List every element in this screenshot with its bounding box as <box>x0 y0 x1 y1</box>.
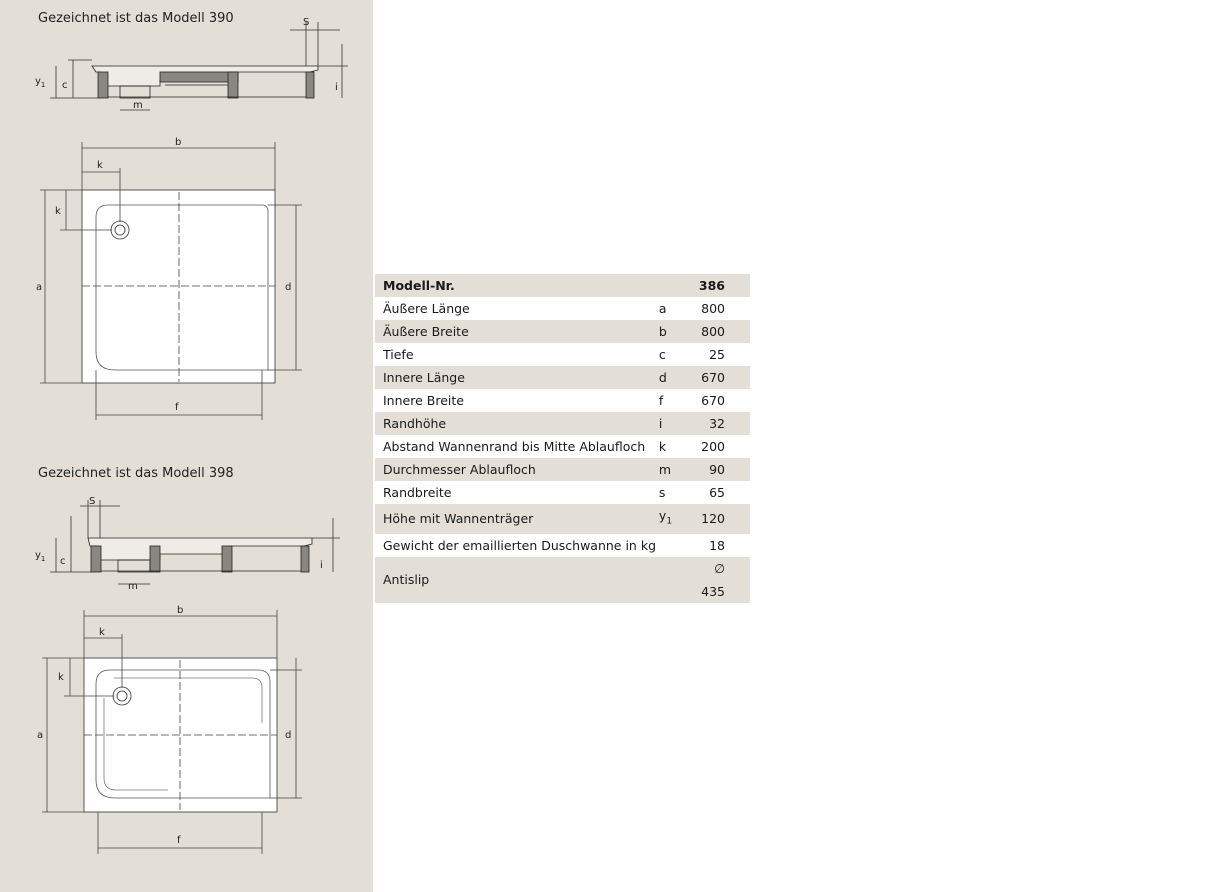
dim-b-398: b <box>177 605 184 616</box>
row-label: Antislip <box>375 557 659 603</box>
row-symbol: f <box>659 389 699 412</box>
row-label: Randbreite <box>375 481 659 504</box>
dim-f-390: f <box>175 402 179 413</box>
dim-y1-subscript: 1 <box>40 81 46 89</box>
table-row <box>375 320 750 343</box>
section-drawing-398 <box>0 488 373 598</box>
dim-m-398: m <box>128 581 138 592</box>
row-label: Innere Breite <box>375 389 659 412</box>
row-value: 670 <box>699 366 750 389</box>
row-symbol: a <box>659 297 699 320</box>
header-symbol <box>659 274 699 297</box>
plan-drawing-390 <box>0 130 373 430</box>
row-symbol: s <box>659 481 699 504</box>
dim-b-390: b <box>175 137 182 148</box>
row-symbol: k <box>659 435 699 458</box>
row-symbol: d <box>659 366 699 389</box>
dim-i-398: i <box>320 560 323 571</box>
row-value: 65 <box>699 481 750 504</box>
dim-k-side-398: k <box>58 672 64 683</box>
caption-model-398: Gezeichnet ist das Modell 398 <box>38 466 234 481</box>
table-row <box>375 481 750 504</box>
row-value: 32 <box>699 412 750 435</box>
row-value: 25 <box>699 343 750 366</box>
row-label: Randhöhe <box>375 412 659 435</box>
table-row <box>375 534 750 557</box>
caption-model-390: Gezeichnet ist das Modell 390 <box>38 11 234 26</box>
dim-s-390: S <box>303 17 310 28</box>
table-row <box>375 504 750 534</box>
dim-a-398: a <box>37 730 44 741</box>
drawing-panel <box>0 0 373 892</box>
row-value: 200 <box>699 435 750 458</box>
dim-k-top-398: k <box>99 627 105 638</box>
dim-m-390: m <box>133 100 143 111</box>
row-symbol: m <box>659 458 699 481</box>
row-value: 120 <box>699 504 750 534</box>
table-row <box>375 458 750 481</box>
row-symbol: c <box>659 343 699 366</box>
row-label: Äußere Länge <box>375 297 659 320</box>
table-row <box>375 343 750 366</box>
row-symbol <box>659 557 699 603</box>
row-value: 670 <box>699 389 750 412</box>
row-label: Innere Länge <box>375 366 659 389</box>
header-model-number: 386 <box>699 274 750 297</box>
dim-i-390: i <box>335 82 338 93</box>
dim-y1-398: $y_1$ <box>35 550 46 563</box>
row-value: 18 <box>699 534 750 557</box>
row-symbol: b <box>659 320 699 343</box>
section-drawing-390 <box>0 0 373 130</box>
spec-table <box>375 274 750 603</box>
table-row <box>375 297 750 320</box>
dim-s-398: S <box>89 496 96 507</box>
dim-d-398: d <box>285 730 292 741</box>
row-value: 800 <box>699 320 750 343</box>
row-symbol <box>659 534 699 557</box>
table-row <box>375 412 750 435</box>
row-label: Höhe mit Wannenträger <box>375 504 659 534</box>
table-header-row <box>375 274 750 297</box>
row-value: 800 <box>699 297 750 320</box>
dim-f-398: f <box>177 835 181 846</box>
dim-a-390: a <box>36 282 43 293</box>
row-label: Tiefe <box>375 343 659 366</box>
dim-y1-390: $y_1$ <box>35 76 46 89</box>
header-label: Modell-Nr. <box>375 274 659 297</box>
row-label: Abstand Wannenrand bis Mitte Ablaufloch <box>375 435 659 458</box>
row-label: Äußere Breite <box>375 320 659 343</box>
table-row <box>375 389 750 412</box>
row-label: Durchmesser Ablaufloch <box>375 458 659 481</box>
dim-y1-subscript: 1 <box>40 555 46 563</box>
table-row <box>375 557 750 603</box>
table-row <box>375 435 750 458</box>
row-value: 90 <box>699 458 750 481</box>
dim-c-398: c <box>60 556 66 567</box>
row-value: ∅ 435 <box>699 557 750 603</box>
dim-c-390: c <box>62 80 68 91</box>
row-symbol <box>659 504 699 534</box>
plan-drawing-398 <box>0 598 373 892</box>
row-label: Gewicht der emaillierten Duschwanne in kg <box>375 534 659 557</box>
dim-d-390: d <box>285 282 292 293</box>
row-symbol-subscript: 1 <box>666 516 673 527</box>
dim-k-top-390: k <box>97 160 103 171</box>
row-symbol-main: y <box>658 508 667 523</box>
table-row <box>375 366 750 389</box>
dim-k-side-390: k <box>55 206 61 217</box>
row-symbol: i <box>659 412 699 435</box>
